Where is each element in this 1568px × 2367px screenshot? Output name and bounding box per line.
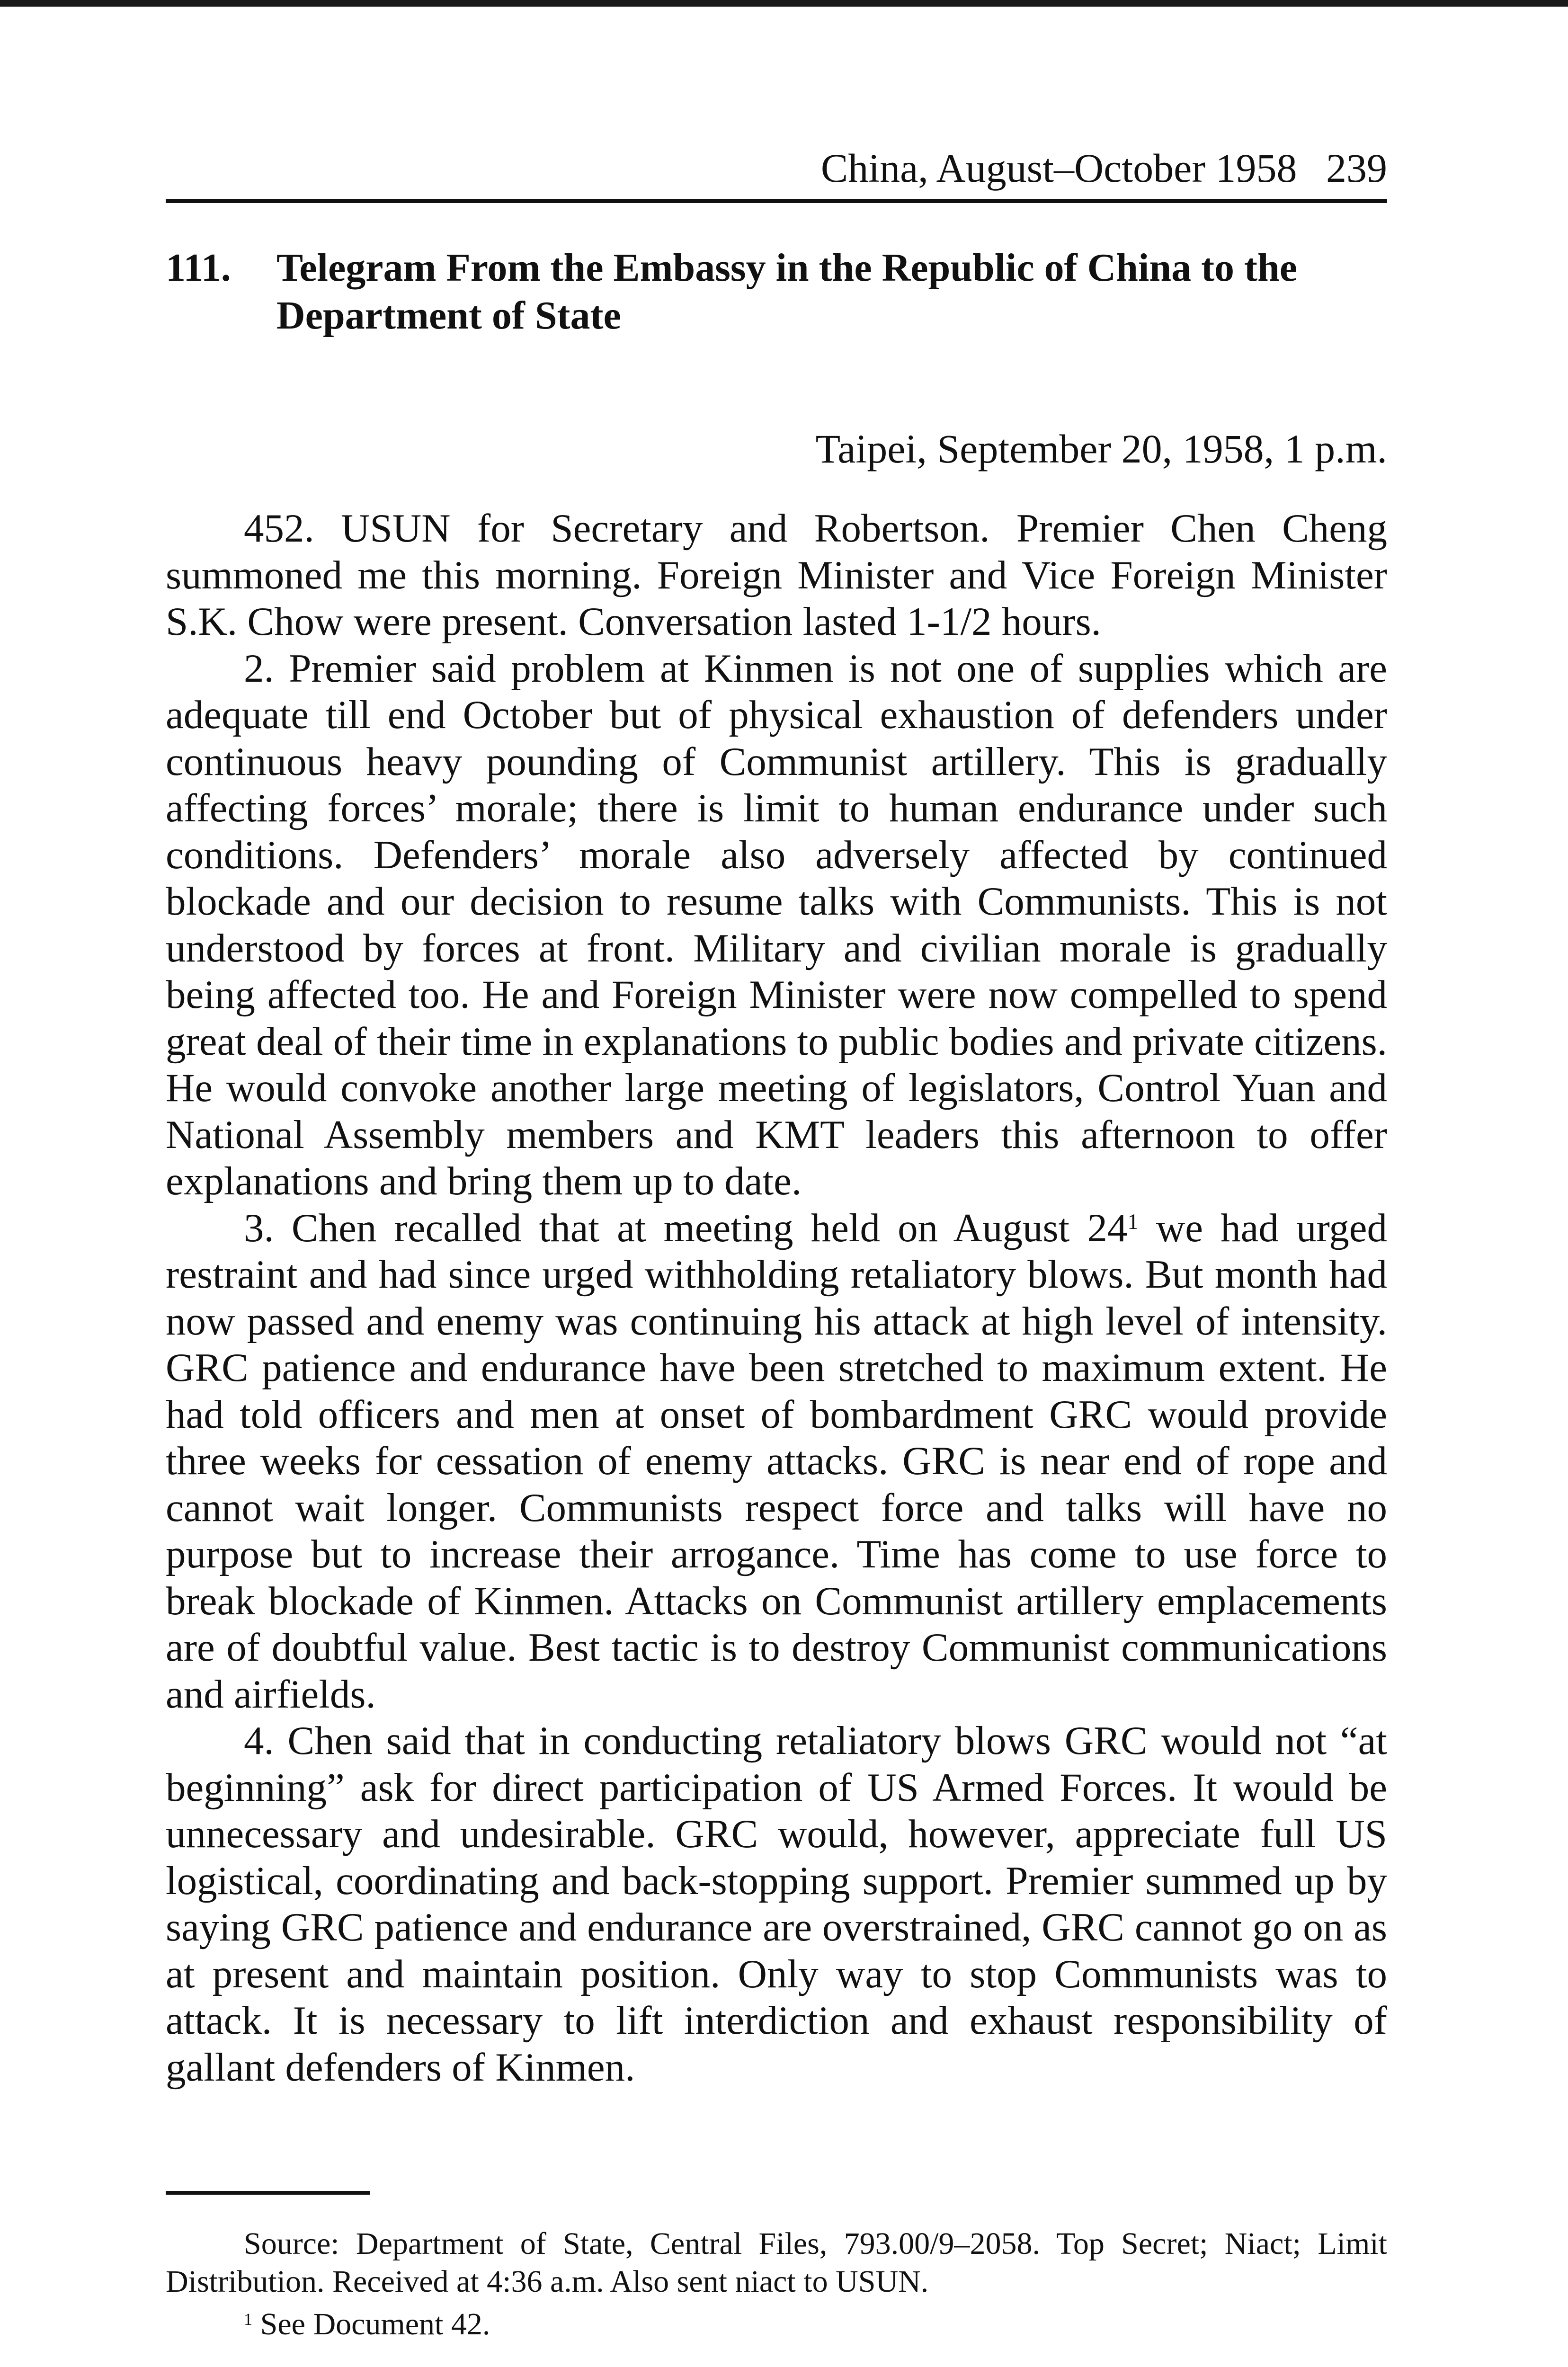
document-title: Telegram From the Embassy in the Republic of China to the Department of State [276,246,1298,338]
source-note: Source: Department of State, Central Files, 793.00/9–2058. Top Secret; Niact; Limit Distribution. Received at 4:36 a.m. Also sent niact to USUN. [166,2226,1387,2299]
header-rule [166,199,1387,203]
telegram-body [166,505,1387,2091]
footnotes [166,2225,1387,2343]
footnote-1-mark: 1 [244,2310,253,2329]
paragraph-3-after-note: we had urged restraint and had since urged withholding retaliatory blows. But month had now passed and enemy was continuing his attack at high level of intensity. GRC patience and endurance have been stretched to maximum extent. He had told officers and men at onset of bombardment GRC would provide three weeks for cessation of enemy attacks. GRC is near end of rope and cannot wait longer. Communists respect force and talks will have no purpose but to increase their arrogance. Time has come to use force to break blockade of Kinmen. Attacks on Communist artillery emplacements are of doubtful value. Best tactic is to destroy Communist communications and airfields. [166,1205,1387,1717]
page-number: 239 [1326,145,1387,191]
top-border-rule [0,0,1568,7]
paragraph-1: 452. USUN for Secretary and Robertson. Premier Chen Cheng summoned me this morning. Foreign Minister and Vice Foreign Minister S.K. Chow were present. Conversation lasted 1-1/2 hours. [166,506,1387,644]
paragraph-4: 4. Chen said that in conducting retaliatory blows GRC would not “at beginning” ask for direct participation of US Armed Forces. It would be unnecessary and undesirable. GRC would, however, appreciate full US logistical, coordinating and back-stopping support. Premier summed up by saying GRC patience and endurance are overstrained, GRC cannot go on as at present and maintain position. Only way to stop Communists was to attack. It is necessary to lift interdiction and exhaust responsibility of gallant defenders of Kinmen. [166,1718,1387,2090]
footnote-reference: 1 [1127,1209,1139,1234]
paragraph-3-before-note: 3. Chen recalled that at meeting held on August 24 [244,1205,1128,1250]
document-heading [166,244,1387,339]
footnote-1 [166,2305,1387,2343]
footnote-1-text: See Document 42. [252,2307,490,2341]
running-head-title: China, August–October 1958 [820,145,1297,191]
paragraph-3 [166,1205,1387,1718]
paragraph-2: 2. Premier said problem at Kinmen is not one of supplies which are adequate till end October but of physical exhaustion of defenders under continuous heavy pounding of Communist artillery. This is gradually affecting forces’ morale; there is limit to human endurance under such conditions. Defenders’ morale also adversely affected by continued blockade and our decision to resume talks with Communists. This is not understood by forces at front. Military and civilian morale is gradually being affected too. He and Foreign Minister were now compelled to spend great deal of their time in explanations to public bodies and private citizens. He would convoke another large meeting of legislators, Control Yuan and National Assembly members and KMT leaders this afternoon to offer explanations and bring them up to date. [166,646,1387,1203]
document-number: 111. [166,246,231,290]
dateline: Taipei, September 20, 1958, 1 p.m. [815,426,1387,472]
running-head [166,142,1387,194]
footnote-rule [166,2191,370,2195]
